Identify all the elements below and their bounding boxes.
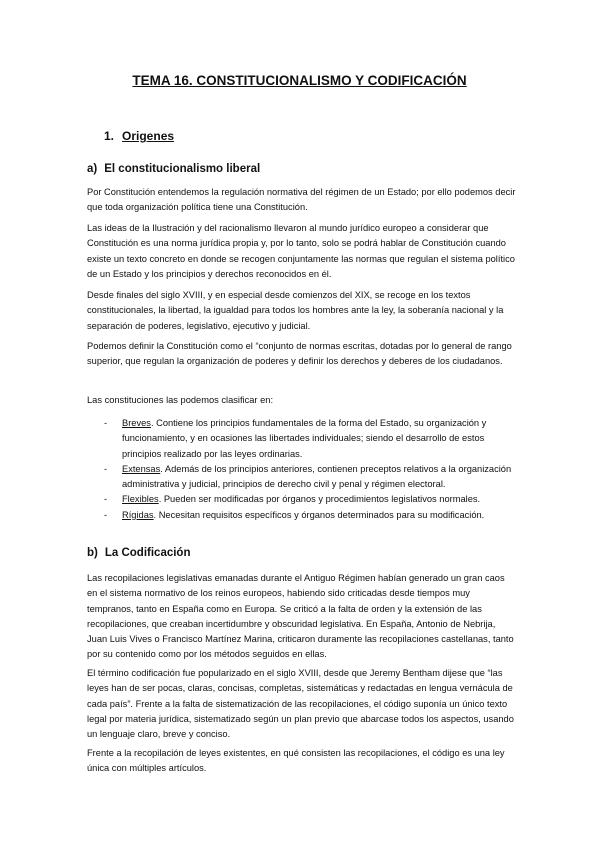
- page-title: TEMA 16. CONSTITUCIONALISMO Y CODIFICACIÓN: [132, 73, 467, 88]
- list-text: . Además de los principios anteriores, contienen preceptos relativos a la organización administrativa y judicial, principios de derecho civil y penal y régimen electoral.: [122, 463, 512, 490]
- section-number: 1.: [104, 129, 115, 143]
- subsection-heading-b: [87, 547, 190, 559]
- section-heading-origenes: [104, 129, 174, 143]
- paragraph: Las constituciones las podemos clasificar en:: [87, 395, 274, 405]
- paragraph: Frente a la recopilación de leyes existentes, en qué consisten las recopilaciones, el código es una ley única con múltiples artículos.: [87, 748, 505, 774]
- list-item: [104, 492, 518, 507]
- subsection-letter: a): [87, 163, 98, 175]
- paragraph: Las ideas de la Ilustración y del racionalismo llevaron al mundo jurídico europeo a considerar que Constitución es una norma jurídica propia y, por lo tanto, solo se podrá hablar de Constitución cuando existe un texto concreto en donde se recogen conjuntamente las normas que regulan el sistema político de un Estado y los principios y derechos reconocidos en él.: [87, 223, 515, 279]
- constitution-types-list: [104, 416, 518, 523]
- paragraph: Las recopilaciones legislativas emanadas durante el Antiguo Régimen habían generado un gran caos en el sistema normativo de los reinos europeos, habiendo sido criticadas desde tiempos muy tempranos, tanto en España como en Europa. Se criticó a la falta de orden y la extensión de las recopilaciones, que creaban incertidumbre y obscuridad legislativa. En España, Antonio de Nebrija, Juan Luis Vives o Francisco Martínez Marina, criticaron duramente las recopilaciones castellanas, tanto por su contenido como por los métodos seguidos en ellas.: [87, 573, 514, 660]
- list-item: [104, 416, 518, 462]
- paragraph: El término codificación fue popularizado en el siglo XVIII, desde que Jeremy Bentham dijese que “las leyes han de ser pocas, claras, concisas, completas, sistemáticas y redactadas en lengua vernácula de cada país”. Frente a la falta de sistematización de las recopilaciones, el código suponía un único texto legal por materia jurídica, sistematizado según un plan previo que abarcase todos los aspectos, usando un lenguaje claro, breve y conciso.: [87, 668, 514, 740]
- paragraph: Por Constitución entendemos la regulación normativa del régimen de un Estado; por ello podemos decir que toda organización política tiene una Constitución.: [87, 187, 516, 213]
- list-dash: -: [104, 494, 108, 505]
- list-term: Flexibles: [122, 494, 159, 505]
- section-title: Origenes: [122, 129, 175, 143]
- list-text: . Pueden ser modificadas por órganos y procedimientos legislativos normales.: [158, 494, 481, 505]
- subsection-title: La Codificación: [104, 547, 191, 559]
- list-text: . Necesitan requisitos específicos y órganos determinados para su modificación.: [153, 509, 485, 520]
- subsection-letter: b): [87, 547, 98, 559]
- list-term: Extensas: [122, 463, 161, 474]
- list-item: [104, 462, 518, 493]
- list-term: Rígidas: [122, 509, 154, 520]
- list-dash: -: [104, 418, 108, 428]
- paragraph: Desde finales del siglo XVIII, y en especial desde comienzos del XIX, se recoge en los textos constitucionales, la libertad, la igualdad para todos los hombres ante la ley, la soberanía nacional y la separación de poderes, legislativo, ejecutivo y judicial.: [87, 290, 504, 331]
- list-dash: -: [104, 509, 108, 520]
- subsection-title: El constitucionalismo liberal: [104, 163, 261, 175]
- paragraph: Podemos definir la Constitución como el “conjunto de normas escritas, dotadas por lo general de rango superior, que regulan la organización de poderes y definir los derechos y deberes de los ciudadanos.: [87, 341, 512, 367]
- list-term: Breves: [122, 418, 151, 428]
- subsection-heading-a: [87, 163, 260, 175]
- list-dash: -: [104, 463, 108, 474]
- list-text: . Contiene los principios fundamentales de la forma del Estado, su organización y funcionamiento, y en ocasiones las libertades individuales; siendo el desarrollo de estos principios realizado por las leyes ordinarias.: [122, 418, 487, 459]
- list-item: [104, 508, 518, 523]
